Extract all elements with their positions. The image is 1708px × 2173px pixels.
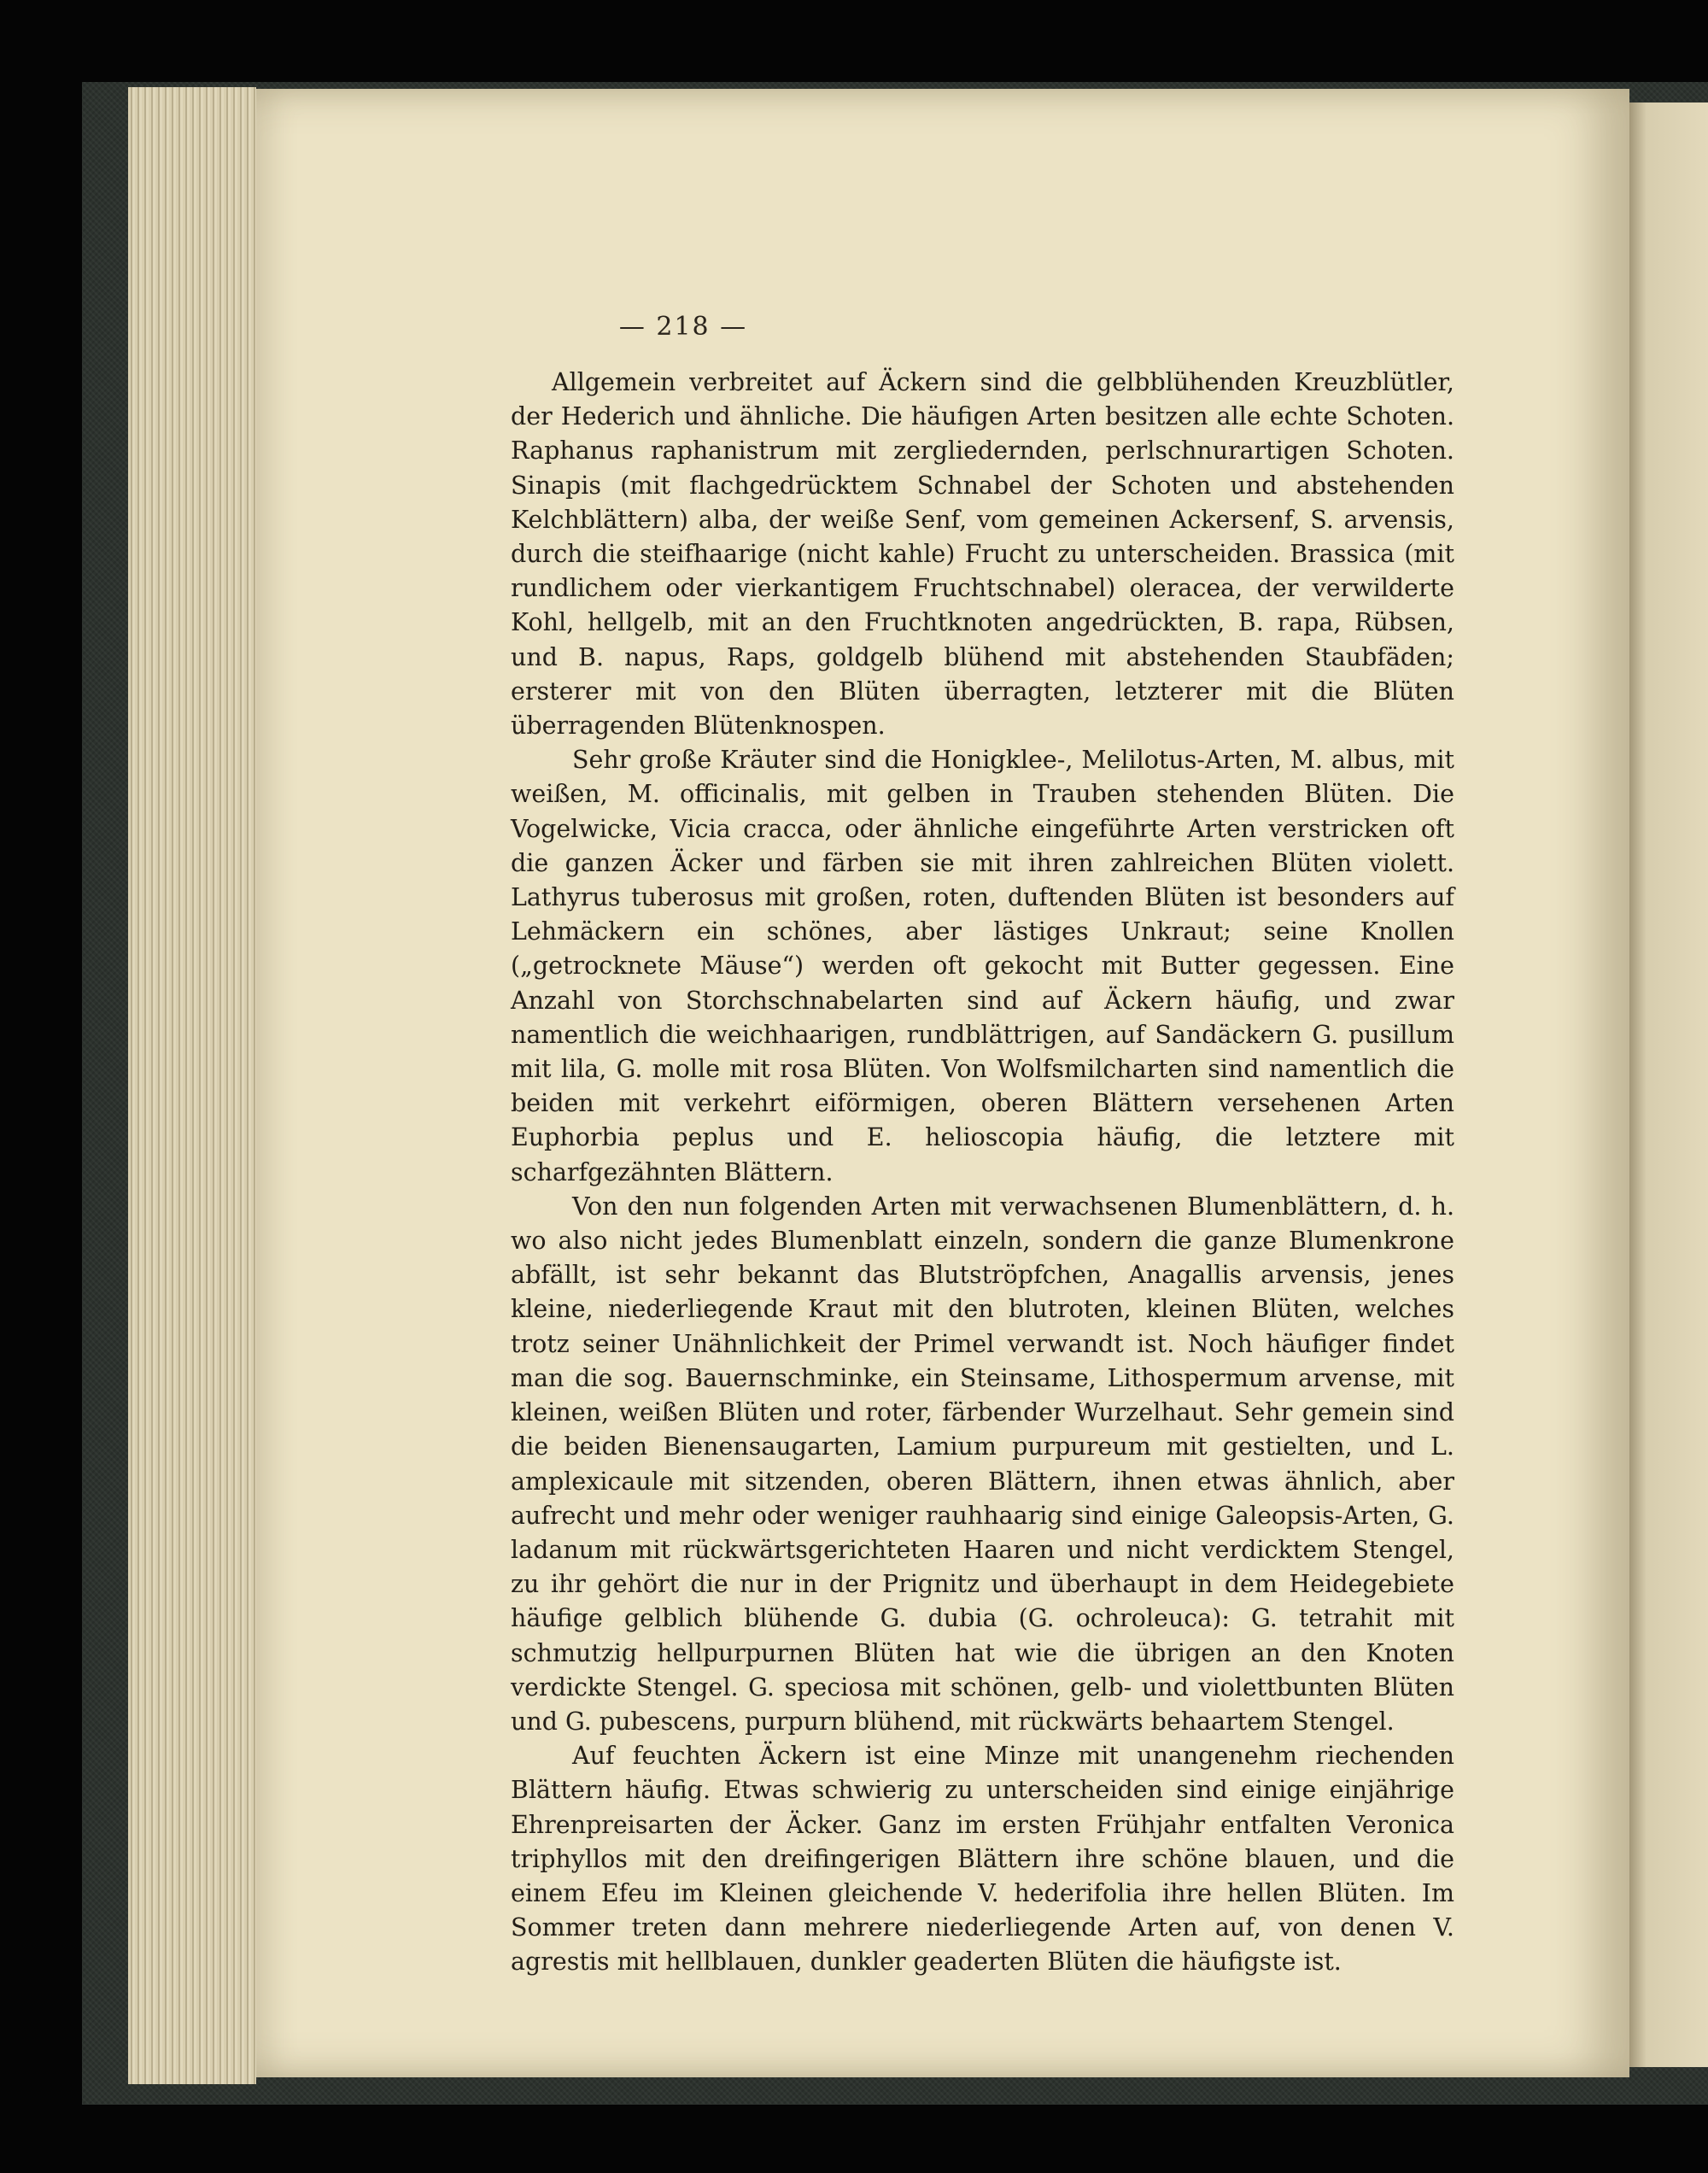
paragraph: Von den nun folgenden Arten mit verwachsenen Blumenblättern, d. h. wo also nicht jedes Blumenblatt einzeln, sondern die ganze Blumenkrone abfällt, ist sehr bekannt das Blutströpfchen, Anagallis arvensis, jenes kleine, niederliegende Kraut mit den blutroten, kleinen Blüten, welches trotz seiner Unähnlichkeit der Primel verwandt ist. Noch häufiger findet man die sog. Bauernschminke, ein Steinsame, Lithospermum arvense, mit kleinen, weißen Blüten und roter, färbender Wurzelhaut. Sehr gemein sind die beiden Bienensaugarten, Lamium purpureum mit gestielten, und L. amplexicaule mit sitzenden, oberen Blättern, ihnen etwas ähnlich, aber aufrecht und mehr oder weniger rauhhaarig sind einige Galeopsis-Arten, G. ladanum mit rückwärtsgerichteten Haaren und nicht verdicktem Stengel, zu ihr gehört die nur in der Prignitz und überhaupt in dem Heidegebiete häufige gelblich blühende G. dubia (G. ochroleuca): G. tetrahit mit schmutzig hellpurpurnen Blüten hat wie die übrigen an den Knoten verdickte Stengel. G. speciosa mit schönen, gelb- und violettbunten Blüten und G. pubescens, purpurn blühend, mit rückwärts behaartem Stengel. xyxy=(511,1192,1454,1736)
paragraph: Auf feuchten Äckern ist eine Minze mit unangenehm riechenden Blättern häufig. Etwas schwierig zu unterscheiden sind einige einjährige Ehrenpreisarten der Äcker. Ganz im ersten Frühjahr entfalten Veronica triphyllos mit den dreifingerigen Blättern ihre schöne blauen, und die einem Efeu im Kleinen gleichende V. hederifolia ihre hellen Blüten. Im Sommer treten dann mehrere niederliegende Arten auf, von denen V. agrestis mit hellblauen, dunkler geaderten Blüten die häufigste ist. xyxy=(511,1742,1454,1977)
paragraph: Sehr große Kräuter sind die Honigklee-, Melilotus-Arten, M. albus, mit weißen, M. officinalis, mit gelben in Trauben stehenden Blüten. Die Vogelwicke, Vicia cracca, oder ähnliche eingeführte Arten verstricken oft die ganzen Äcker und färben sie mit ihren zahlreichen Blüten violett. Lathyrus tuberosus mit großen, roten, duftenden Blüten ist besonders auf Lehmäckern ein schönes, aber lästiges Unkraut; seine Knollen („getrocknete Mäuse“) werden oft gekocht mit Butter gegessen. Eine Anzahl von Storchschnabelarten sind auf Äckern häufig, und zwar namentlich die weichhaarigen, rundblättrigen, auf Sandäckern G. pusillum mit lila, G. molle mit rosa Blüten. Von Wolfsmilcharten sind namentlich die beiden mit verkehrt eiförmigen, oberen Blättern versehenen Arten Euphorbia peplus und E. helioscopia häufig, die letztere mit scharfgezähnten Blättern. xyxy=(511,746,1454,1186)
paragraph: Allgemein verbreitet auf Äckern sind die gelbblühenden Kreuzblütler, der Hederich und ähnliche. Die häufigen Arten besitzen alle echte Schoten. Raphanus raphanistrum mit zergliedernden, perlschnurartigen Schoten. Sinapis (mit flachgedrücktem Schnabel der Schoten und abstehenden Kelchblättern) alba, der weiße Senf, vom gemeinen Ackersenf, S. arvensis, durch die steifhaarige (nicht kahle) Frucht zu unterscheiden. Brassica (mit rundlichem oder vierkantigem Fruchtschnabel) oleracea, der verwilderte Kohl, hellgelb, mit an den Fruchtknoten angedrückten, B. rapa, Rübsen, und B. napus, Raps, goldgelb blühend mit abstehenden Staubfäden; ersterer mit von den Blüten überragten, letzterer mit die Blüten überragenden Blütenknospen. xyxy=(511,368,1454,741)
page-edges xyxy=(128,87,256,2084)
page-number: — 218 — xyxy=(618,312,748,342)
facing-page-edge xyxy=(1629,102,1708,2067)
body-text xyxy=(511,366,1454,1980)
